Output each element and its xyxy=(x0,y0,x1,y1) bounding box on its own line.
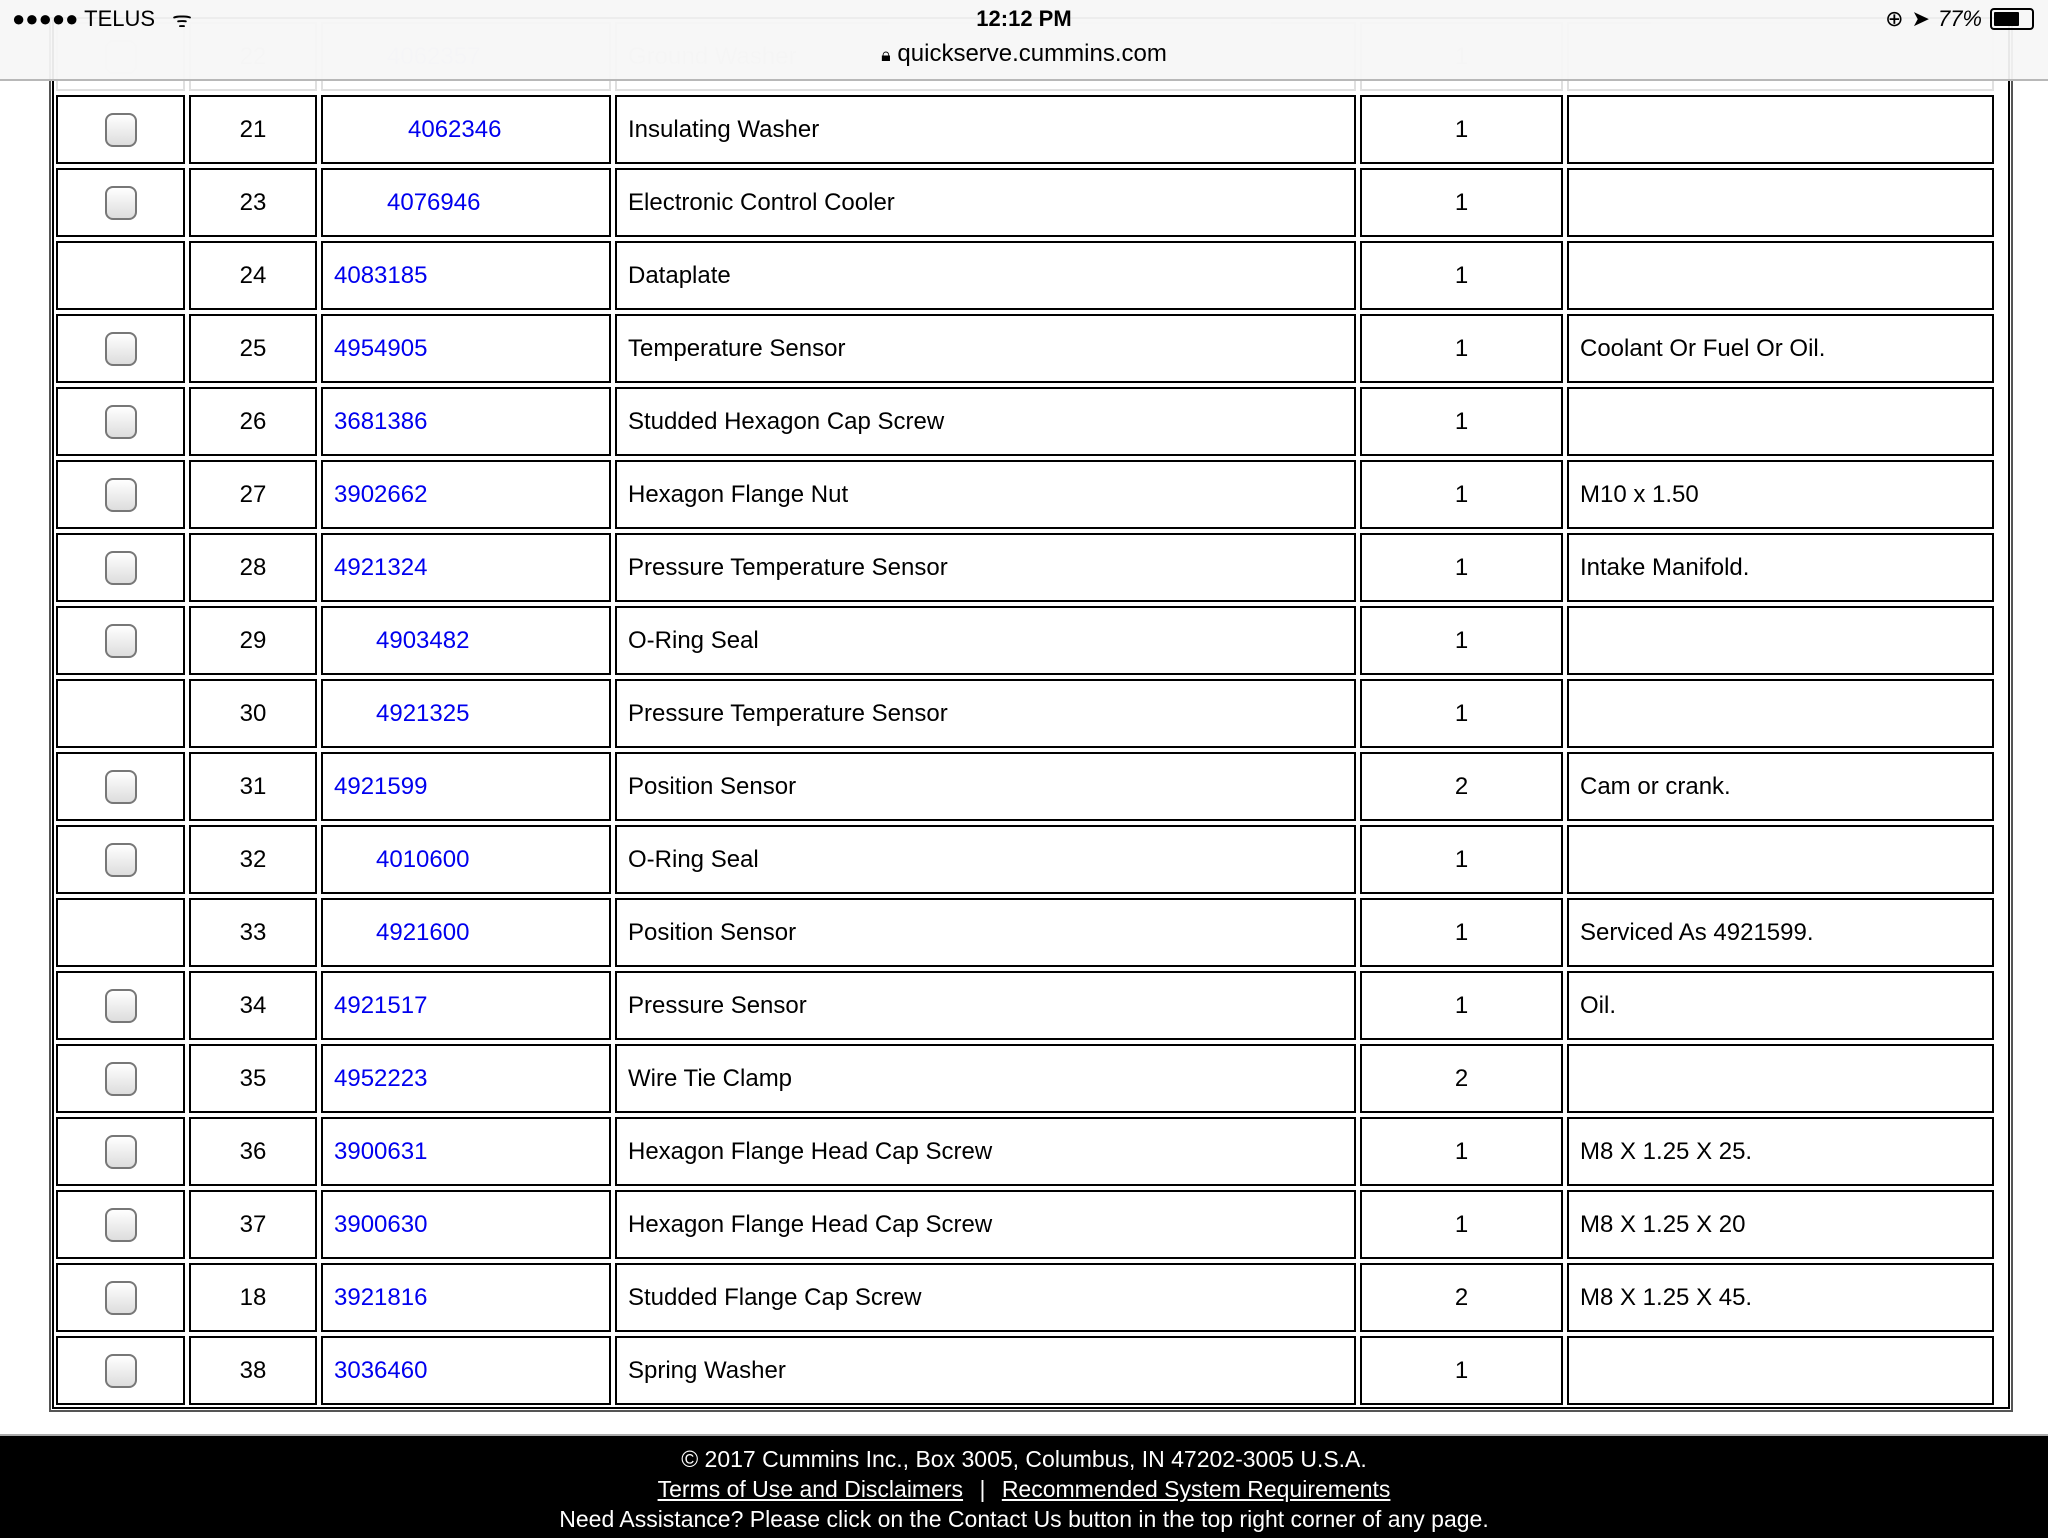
select-cell xyxy=(56,387,185,456)
battery-indicator xyxy=(1885,6,2034,32)
select-cell xyxy=(56,314,185,383)
part-number-cell xyxy=(321,971,611,1040)
select-cell xyxy=(56,679,185,748)
select-cell xyxy=(56,1263,185,1332)
part-number-link[interactable]: 3900631 xyxy=(334,1137,428,1165)
select-checkbox[interactable] xyxy=(105,1354,137,1388)
wifi-icon: ᯤ xyxy=(172,7,193,32)
table-row xyxy=(56,679,2006,748)
ref-number: 32 xyxy=(189,825,317,894)
table-row xyxy=(56,533,2006,602)
parts-table xyxy=(52,20,2010,1409)
select-checkbox[interactable] xyxy=(105,1281,137,1315)
select-checkbox[interactable] xyxy=(105,186,137,220)
quantity: 1 xyxy=(1360,314,1563,383)
system-requirements-link[interactable]: Recommended System Requirements xyxy=(1001,1476,1391,1502)
url-text: quickserve.cummins.com xyxy=(897,40,1167,67)
select-checkbox[interactable] xyxy=(105,332,137,366)
part-number-cell xyxy=(321,1044,611,1113)
part-number-link[interactable]: 3036460 xyxy=(334,1356,428,1384)
location-icon: ➤ xyxy=(1911,6,1930,31)
remarks: M8 X 1.25 X 20 xyxy=(1567,1190,1994,1259)
address-bar[interactable] xyxy=(0,40,2048,68)
table-row xyxy=(56,606,2006,675)
table-row xyxy=(56,460,2006,529)
part-number-link[interactable]: 4083185 xyxy=(334,261,428,289)
table-row xyxy=(56,1263,2006,1332)
part-description: Hexagon Flange Head Cap Screw xyxy=(615,1190,1356,1259)
quantity: 1 xyxy=(1360,971,1563,1040)
ref-number: 18 xyxy=(189,1263,317,1332)
select-cell xyxy=(56,168,185,237)
copyright-text: © 2017 Cummins Inc., Box 3005, Columbus, IN 47202-3005 U.S.A. xyxy=(681,1446,1367,1472)
clock: 12:12 PM xyxy=(976,6,1072,31)
quantity: 1 xyxy=(1360,95,1563,164)
part-number-link[interactable]: 4921599 xyxy=(334,772,428,800)
table-row xyxy=(56,314,2006,383)
battery-icon xyxy=(1990,8,2034,30)
select-cell xyxy=(56,95,185,164)
part-number-link[interactable]: 4952223 xyxy=(334,1064,428,1092)
table-row xyxy=(56,1117,2006,1186)
table-row xyxy=(56,971,2006,1040)
select-cell xyxy=(56,460,185,529)
select-cell xyxy=(56,606,185,675)
battery-percent: 77% xyxy=(1937,6,1982,31)
select-cell xyxy=(56,533,185,602)
remarks xyxy=(1567,1044,1994,1113)
quantity: 1 xyxy=(1360,898,1563,967)
part-number-cell xyxy=(321,1336,611,1405)
part-number-cell xyxy=(321,241,611,310)
part-description: Insulating Washer xyxy=(615,95,1356,164)
ref-number: 34 xyxy=(189,971,317,1040)
select-cell xyxy=(56,825,185,894)
part-number-link[interactable]: 4921517 xyxy=(334,991,428,1019)
part-description: Wire Tie Clamp xyxy=(615,1044,1356,1113)
part-number-cell xyxy=(321,752,611,821)
table-row xyxy=(56,825,2006,894)
footer xyxy=(0,1434,2048,1538)
part-number-cell xyxy=(321,460,611,529)
remarks xyxy=(1567,1336,1994,1405)
part-number-link[interactable]: 4921325 xyxy=(376,699,470,727)
part-number-link[interactable]: 4062346 xyxy=(408,115,502,143)
part-number-cell xyxy=(321,1117,611,1186)
quantity: 2 xyxy=(1360,752,1563,821)
table-row xyxy=(56,1190,2006,1259)
remarks: Oil. xyxy=(1567,971,1994,1040)
part-description: Studded Hexagon Cap Screw xyxy=(615,387,1356,456)
table-row xyxy=(56,1336,2006,1405)
carrier-label: ●●●●● TELUS xyxy=(12,6,156,31)
table-row xyxy=(56,168,2006,237)
remarks xyxy=(1567,168,1994,237)
ref-number: 33 xyxy=(189,898,317,967)
ref-number: 24 xyxy=(189,241,317,310)
part-description: Hexagon Flange Nut xyxy=(615,460,1356,529)
remarks: Coolant Or Fuel Or Oil. xyxy=(1567,314,1994,383)
select-checkbox[interactable] xyxy=(105,405,137,439)
part-number-link[interactable]: 3681386 xyxy=(334,407,428,435)
select-checkbox[interactable] xyxy=(105,1208,137,1242)
ref-number: 25 xyxy=(189,314,317,383)
part-number-cell xyxy=(321,168,611,237)
remarks xyxy=(1567,387,1994,456)
ref-number: 28 xyxy=(189,533,317,602)
part-description: Pressure Temperature Sensor xyxy=(615,679,1356,748)
part-description: Temperature Sensor xyxy=(615,314,1356,383)
table-row xyxy=(56,898,2006,967)
part-number-link[interactable]: 4076946 xyxy=(387,188,481,216)
table-row xyxy=(56,95,2006,164)
part-number-link[interactable]: 4954905 xyxy=(334,334,428,362)
remarks xyxy=(1567,606,1994,675)
quantity: 1 xyxy=(1360,387,1563,456)
part-description: Studded Flange Cap Screw xyxy=(615,1263,1356,1332)
quantity: 1 xyxy=(1360,679,1563,748)
select-cell xyxy=(56,241,185,310)
footer-links xyxy=(0,1474,2048,1504)
remarks xyxy=(1567,825,1994,894)
quantity: 1 xyxy=(1360,825,1563,894)
quantity: 2 xyxy=(1360,1263,1563,1332)
part-number-cell xyxy=(321,387,611,456)
select-cell xyxy=(56,752,185,821)
quantity: 1 xyxy=(1360,606,1563,675)
part-description: Pressure Temperature Sensor xyxy=(615,533,1356,602)
part-description: Hexagon Flange Head Cap Screw xyxy=(615,1117,1356,1186)
table-row xyxy=(56,241,2006,310)
remarks: M10 x 1.50 xyxy=(1567,460,1994,529)
remarks: Intake Manifold. xyxy=(1567,533,1994,602)
table-row xyxy=(56,1044,2006,1113)
quantity: 1 xyxy=(1360,1117,1563,1186)
part-number-link[interactable]: 4010600 xyxy=(376,845,470,873)
select-cell xyxy=(56,1190,185,1259)
ref-number: 31 xyxy=(189,752,317,821)
select-cell xyxy=(56,1336,185,1405)
select-checkbox[interactable] xyxy=(105,478,137,512)
part-description: O-Ring Seal xyxy=(615,606,1356,675)
ref-number: 36 xyxy=(189,1117,317,1186)
part-description: Pressure Sensor xyxy=(615,971,1356,1040)
part-number-link[interactable]: 3900630 xyxy=(334,1210,428,1238)
ref-number: 29 xyxy=(189,606,317,675)
remarks: M8 X 1.25 X 25. xyxy=(1567,1117,1994,1186)
part-number-link[interactable]: 4921324 xyxy=(334,553,428,581)
quantity: 1 xyxy=(1360,1190,1563,1259)
table-row xyxy=(56,387,2006,456)
lock-icon: 🔒︎ xyxy=(881,45,891,65)
quantity: 1 xyxy=(1360,1336,1563,1405)
part-number-cell xyxy=(321,95,611,164)
ref-number: 26 xyxy=(189,387,317,456)
remarks: Serviced As 4921599. xyxy=(1567,898,1994,967)
ios-status-bar xyxy=(0,0,2048,81)
select-cell xyxy=(56,1117,185,1186)
select-checkbox[interactable] xyxy=(105,551,137,585)
assistance-text: Need Assistance? Please click on the Contact Us button in the top right corner of any page. xyxy=(559,1506,1489,1532)
remarks: Cam or crank. xyxy=(1567,752,1994,821)
part-number-cell xyxy=(321,1263,611,1332)
part-number-cell xyxy=(321,679,611,748)
part-number-link[interactable]: 4921600 xyxy=(376,918,470,946)
part-description: Position Sensor xyxy=(615,898,1356,967)
link-separator: | xyxy=(979,1476,986,1502)
terms-link[interactable]: Terms of Use and Disclaimers xyxy=(657,1476,964,1502)
quantity: 1 xyxy=(1360,168,1563,237)
part-number-link[interactable]: 3902662 xyxy=(334,480,428,508)
select-checkbox[interactable] xyxy=(105,770,137,804)
quantity: 1 xyxy=(1360,533,1563,602)
quantity: 1 xyxy=(1360,460,1563,529)
select-cell xyxy=(56,898,185,967)
select-checkbox[interactable] xyxy=(105,1062,137,1096)
select-checkbox[interactable] xyxy=(105,624,137,658)
part-number-cell xyxy=(321,314,611,383)
select-checkbox[interactable] xyxy=(105,113,137,147)
ref-number: 35 xyxy=(189,1044,317,1113)
part-number-cell xyxy=(321,898,611,967)
part-number-link[interactable]: 4903482 xyxy=(376,626,470,654)
remarks: M8 X 1.25 X 45. xyxy=(1567,1263,1994,1332)
part-description: Dataplate xyxy=(615,241,1356,310)
part-number-cell xyxy=(321,825,611,894)
select-cell xyxy=(56,1044,185,1113)
ref-number: 21 xyxy=(189,95,317,164)
part-description: O-Ring Seal xyxy=(615,825,1356,894)
orientation-lock-icon: ⊕ xyxy=(1885,6,1904,31)
part-number-link[interactable]: 3921816 xyxy=(334,1283,428,1311)
part-description: Spring Washer xyxy=(615,1336,1356,1405)
remarks xyxy=(1567,679,1994,748)
quantity: 2 xyxy=(1360,1044,1563,1113)
part-description: Position Sensor xyxy=(615,752,1356,821)
ref-number: 37 xyxy=(189,1190,317,1259)
part-number-cell xyxy=(321,606,611,675)
select-checkbox[interactable] xyxy=(105,989,137,1023)
ref-number: 30 xyxy=(189,679,317,748)
remarks xyxy=(1567,241,1994,310)
ref-number: 38 xyxy=(189,1336,317,1405)
part-number-cell xyxy=(321,533,611,602)
quantity: 1 xyxy=(1360,241,1563,310)
ref-number: 27 xyxy=(189,460,317,529)
ref-number: 23 xyxy=(189,168,317,237)
part-number-cell xyxy=(321,1190,611,1259)
select-cell xyxy=(56,971,185,1040)
part-description: Electronic Control Cooler xyxy=(615,168,1356,237)
table-row xyxy=(56,752,2006,821)
select-checkbox[interactable] xyxy=(105,843,137,877)
remarks xyxy=(1567,95,1994,164)
select-checkbox[interactable] xyxy=(105,1135,137,1169)
